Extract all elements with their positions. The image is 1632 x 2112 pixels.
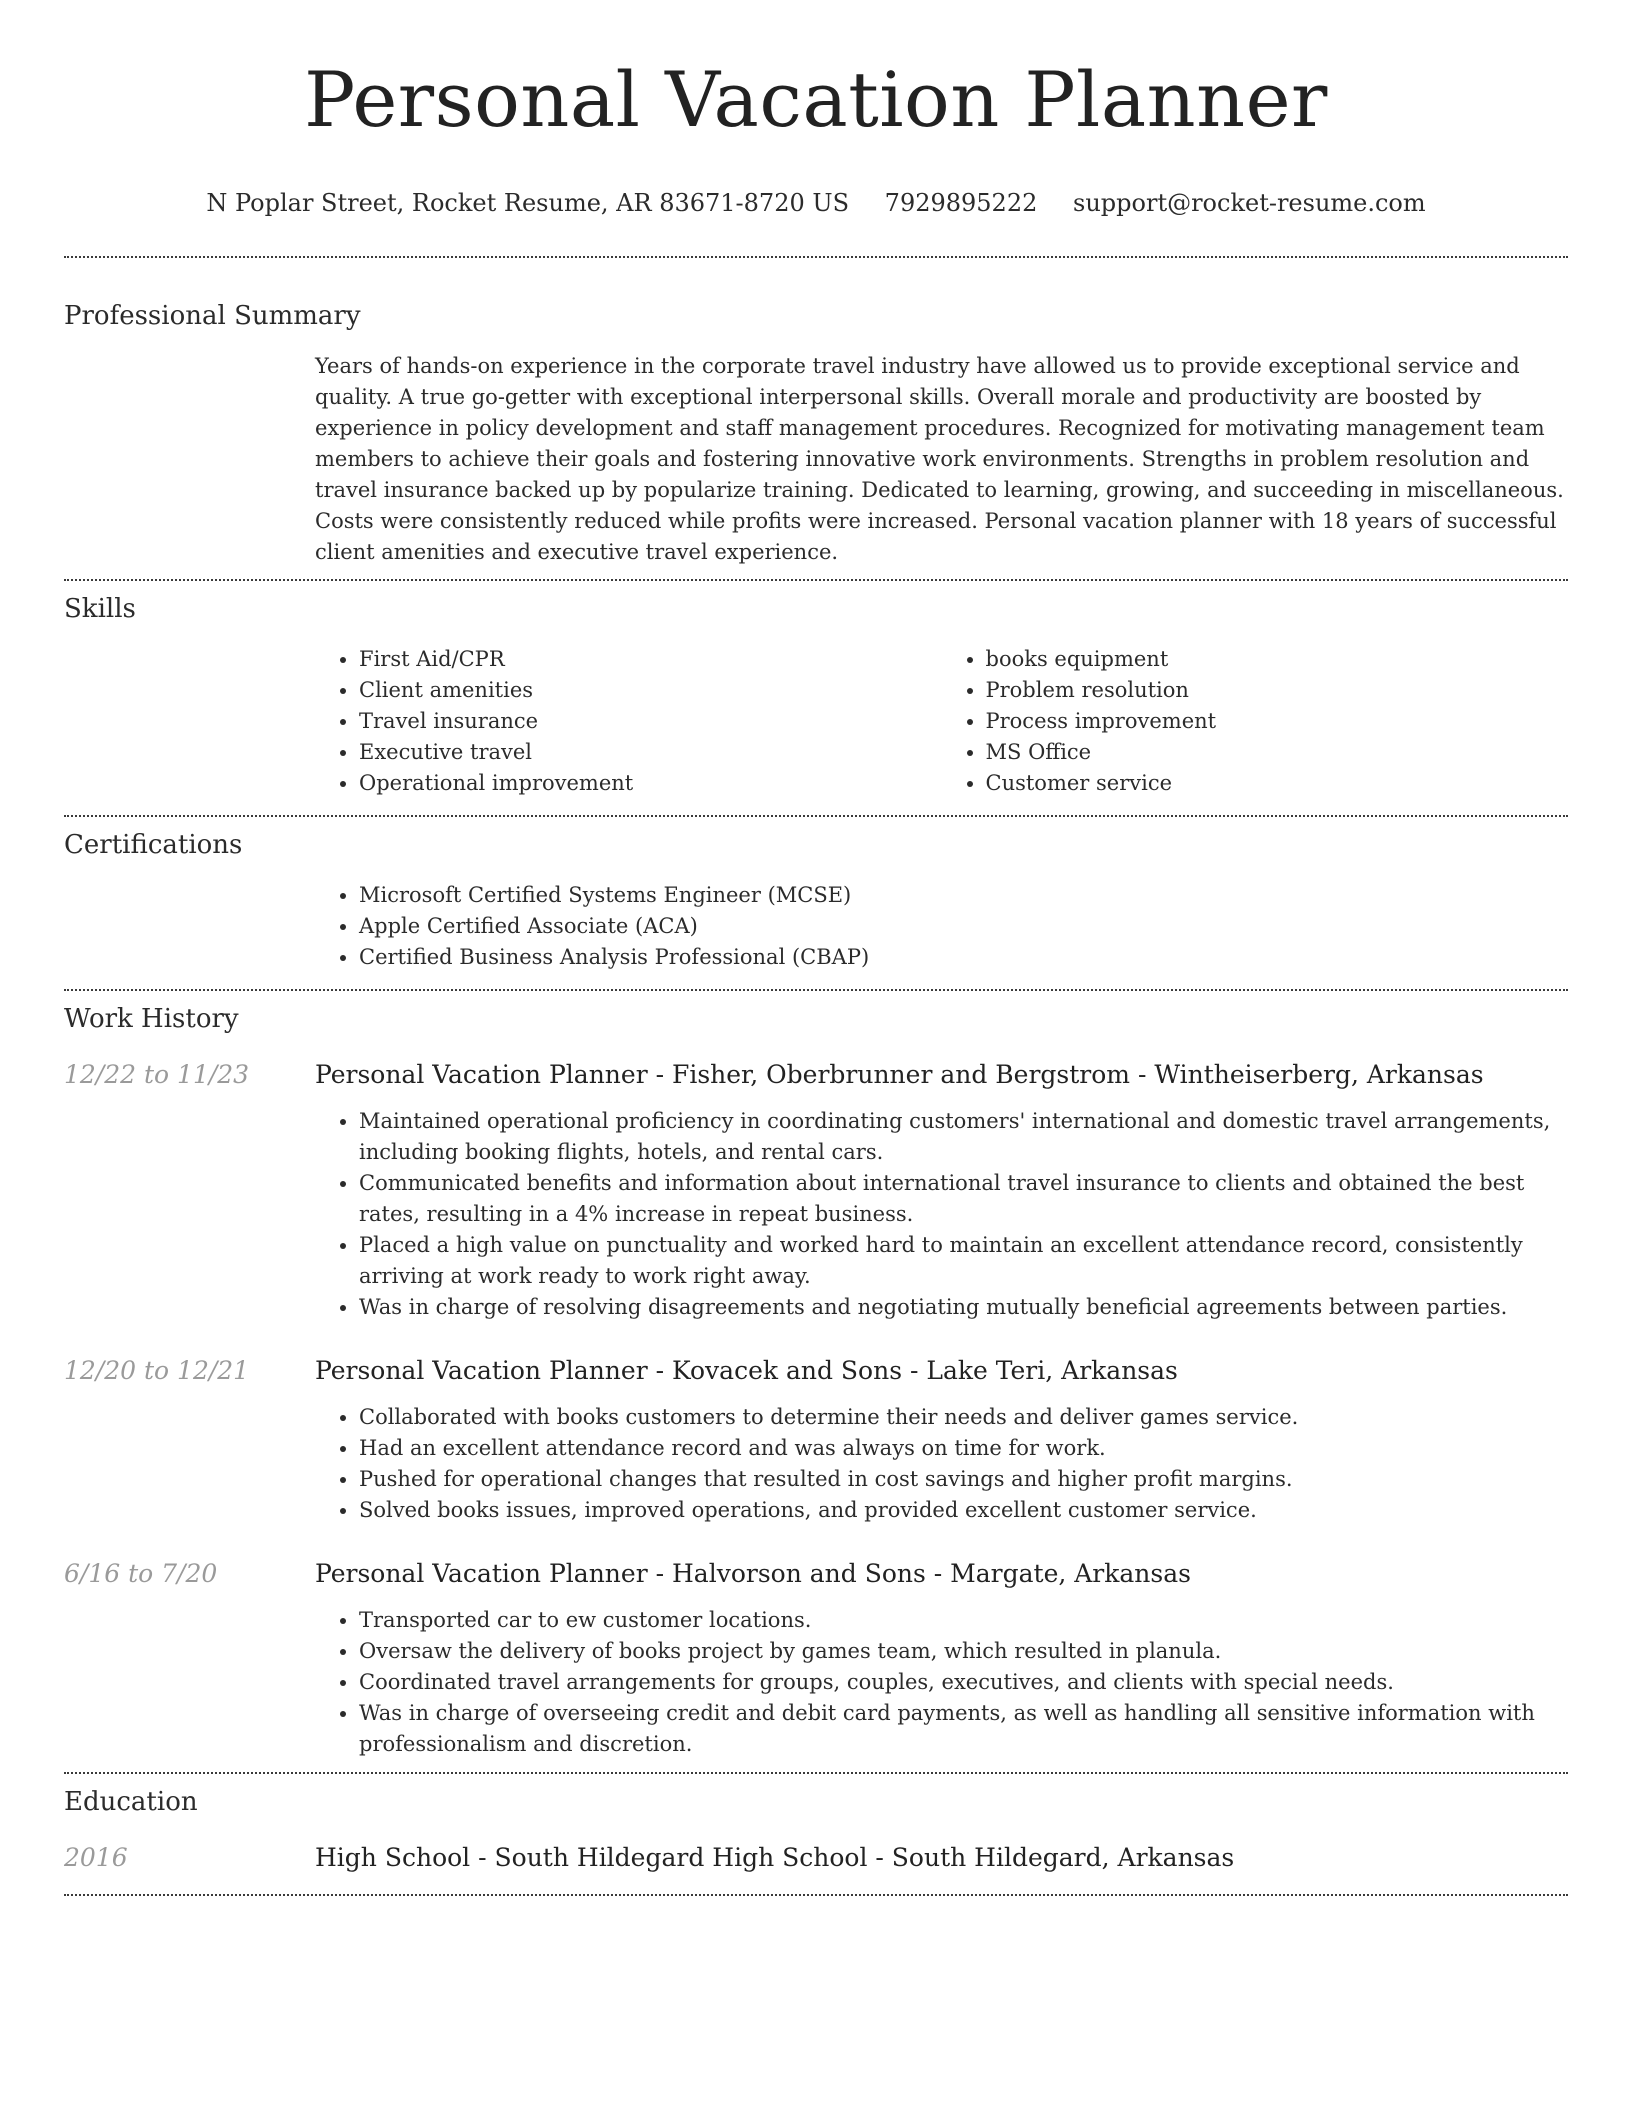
bullet-list <box>315 1605 1568 1760</box>
list-item: • Was in charge of resolving disagreements and negotiating mutually beneficial agreements between parties. <box>359 1292 1568 1323</box>
list-item: • Transported car to ew customer locations. <box>359 1605 1568 1636</box>
education-year: 2016 <box>64 1843 128 1872</box>
list-item: • Operational improvement <box>359 768 942 799</box>
certifications-body <box>315 880 1568 973</box>
divider <box>64 1894 1568 1896</box>
summary-section <box>64 258 1568 568</box>
list-item: • Customer service <box>986 768 1569 799</box>
certifications-section <box>64 817 1568 973</box>
job-header <box>64 1556 1568 1592</box>
list-item: • Had an excellent attendance record and was always on time for work. <box>359 1433 1568 1464</box>
job-bullets <box>315 1605 1568 1760</box>
list-item: • Solved books issues, improved operations, and provided excellent customer service. <box>359 1495 1568 1526</box>
list-item: • Was in charge of overseeing credit and debit card payments, as well as handling all sensitive information with professionalism and discretion. <box>359 1698 1568 1760</box>
list-item: • Certified Business Analysis Professional (CBAP) <box>359 942 1568 973</box>
list-item: • Pushed for operational changes that resulted in cost savings and higher profit margins. <box>359 1464 1568 1495</box>
contact-address: N Poplar Street, Rocket Resume, AR 83671-8720 US <box>206 189 850 217</box>
job-entry <box>64 1057 1568 1323</box>
education-entry <box>64 1840 1568 1876</box>
list-item: • Process improvement <box>986 706 1569 737</box>
education-title: Education <box>64 1787 198 1817</box>
resume-name: Personal Vacation Planner <box>304 55 1328 144</box>
list-item: • Client amenities <box>359 675 942 706</box>
job-bullets <box>315 1106 1568 1323</box>
skills-section <box>64 581 1568 799</box>
list-item: • Oversaw the delivery of books project by games team, which resulted in planula. <box>359 1636 1568 1667</box>
list-item: • Communicated benefits and information about international travel insurance to clients and obtained the best rates, resulting in a 4% increase in repeat business. <box>359 1168 1568 1230</box>
list-item: • Microsoft Certified Systems Engineer (MCSE) <box>359 880 1568 911</box>
education-heading: High School - South Hildegard High School - South Hildegard, Arkansas <box>315 1843 1235 1872</box>
contact-line <box>64 186 1568 220</box>
list-item: • Placed a high value on punctuality and worked hard to maintain an excellent attendance record, consistently arriving at work ready to work right away. <box>359 1230 1568 1292</box>
job-heading: Personal Vacation Planner - Fisher, Oberbrunner and Bergstrom - Wintheiserberg, Arkansas <box>315 1060 1484 1089</box>
list-item: • books equipment <box>986 644 1569 675</box>
contact-phone: 7929895222 <box>884 189 1038 217</box>
list-item: • Maintained operational proficiency in coordinating customers' international and domestic travel arrangements, including booking flights, hotels, and rental cars. <box>359 1106 1568 1168</box>
job-entry <box>64 1556 1568 1760</box>
bullet-list <box>315 1106 1568 1323</box>
job-header <box>64 1353 1568 1389</box>
list-item: • Collaborated with books customers to determine their needs and deliver games service. <box>359 1402 1568 1433</box>
list-item: • Executive travel <box>359 737 942 768</box>
work-section <box>64 991 1568 1760</box>
job-bullets <box>315 1402 1568 1526</box>
bullet-list <box>315 1402 1568 1526</box>
list-item: • Apple Certified Associate (ACA) <box>359 911 1568 942</box>
job-dates: 6/16 to 7/20 <box>64 1559 218 1588</box>
list-item: • Travel insurance <box>359 706 942 737</box>
certifications-list <box>315 880 1568 973</box>
job-heading: Personal Vacation Planner - Kovacek and Sons - Lake Teri, Arkansas <box>315 1356 1178 1385</box>
job-heading: Personal Vacation Planner - Halvorson and Sons - Margate, Arkansas <box>315 1559 1191 1588</box>
skills-grid <box>315 644 1568 799</box>
education-header <box>64 1840 1568 1876</box>
skills-list-left <box>315 644 942 799</box>
list-item: • MS Office <box>986 737 1569 768</box>
skills-list-right <box>942 644 1569 799</box>
work-title: Work History <box>64 1004 239 1034</box>
job-dates: 12/20 to 12/21 <box>64 1356 250 1385</box>
job-dates: 12/22 to 11/23 <box>64 1060 250 1089</box>
list-item: • Problem resolution <box>986 675 1569 706</box>
job-header <box>64 1057 1568 1093</box>
skills-title: Skills <box>64 594 136 624</box>
list-item: • First Aid/CPR <box>359 644 942 675</box>
certifications-title: Certifications <box>64 830 243 860</box>
list-item: • Coordinated travel arrangements for groups, couples, executives, and clients with special needs. <box>359 1667 1568 1698</box>
summary-text: Years of hands-on experience in the corporate travel industry have allowed us to provide exceptional service and quality. A true go-getter with exceptional interpersonal skills. Overall morale and productivity are boosted by experience in policy development and staff management procedures. Recognized for motivating management team members to achieve their goals and fostering innovative work environments. Strengths in problem resolution and travel insurance backed up by popularize training. Dedicated to learning, growing, and succeeding in miscellaneous. Costs were consistently reduced while profits were increased. Personal vacation planner with 18 years of successful client amenities and executive travel experience. <box>315 354 1564 564</box>
education-section <box>64 1774 1568 1876</box>
job-entry <box>64 1353 1568 1526</box>
contact-email: support@rocket-resume.com <box>1073 189 1426 217</box>
summary-title: Professional Summary <box>64 301 361 331</box>
